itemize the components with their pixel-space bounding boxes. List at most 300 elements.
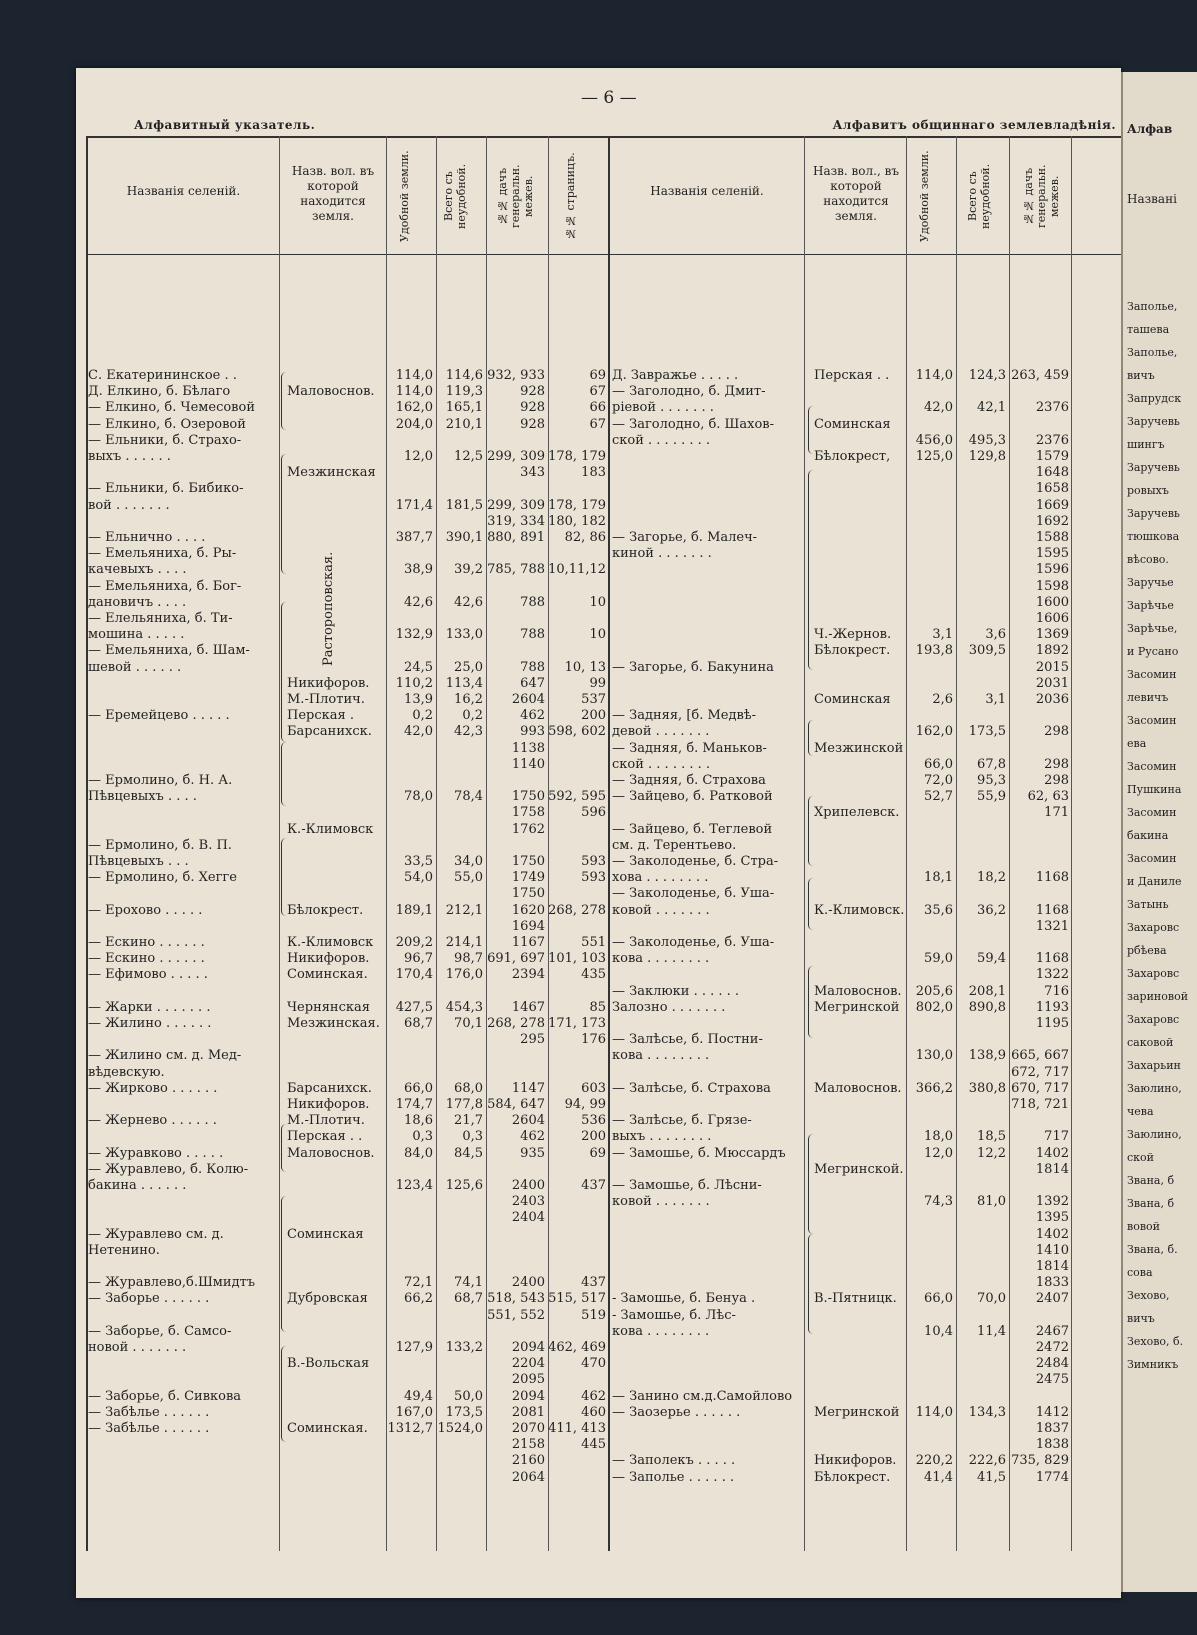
usable-land: 66,2 xyxy=(404,1291,433,1307)
settlement-name: Залозно . . . . . . . xyxy=(612,999,726,1015)
volost-name: Мезжинская xyxy=(287,465,376,481)
usable-land: 24,5 xyxy=(404,659,433,675)
usable-land: 456,0 xyxy=(915,432,953,448)
usable-land: 1312,7 xyxy=(387,1421,433,1436)
page-numbers: 10 xyxy=(589,594,606,610)
settlement-name: — Замошье, б. Мюссардъ xyxy=(612,1145,786,1161)
dacha-numbers: 1402 xyxy=(1035,1145,1069,1161)
settlement-name: Пѣвцевыхъ . . . xyxy=(88,854,189,869)
settlement-name: выхъ . . . . . . . . xyxy=(612,1129,712,1145)
volost-name: Маловоснов. xyxy=(814,1080,902,1096)
settlement-name: — Заколоденье, б. Уша- xyxy=(612,886,775,902)
usable-land: 0,3 xyxy=(412,1129,433,1145)
total-land: 21,7 xyxy=(454,1113,483,1129)
volost-vertical-label: Растороповская. xyxy=(321,551,336,667)
usable-land: 59,0 xyxy=(924,951,953,967)
page-numbers: 82, 86 xyxy=(564,530,606,545)
page-numbers: 593 xyxy=(581,854,606,869)
dacha-numbers: 647 xyxy=(520,675,545,691)
next-page-item: Заполье, xyxy=(1127,300,1178,313)
next-page-item: Запрудск xyxy=(1127,392,1182,405)
volost-name: К.-Климовск xyxy=(287,821,374,837)
settlement-name: ковой . . . . . . . xyxy=(612,902,710,918)
total-land: 3,1 xyxy=(985,692,1006,707)
page-numbers: 437 xyxy=(581,1275,606,1291)
settlement-name: — Журавлево см. д. xyxy=(88,1226,224,1242)
volost-name: Мегринской xyxy=(814,999,900,1015)
dacha-numbers: 1588 xyxy=(1035,530,1069,545)
page-numbers: 85 xyxy=(589,999,606,1015)
page-number: — 6 — xyxy=(581,88,637,108)
brace xyxy=(281,372,286,430)
dacha-numbers: 2403 xyxy=(511,1194,545,1210)
settlement-name: — Забѣлье . . . . . . xyxy=(88,1421,210,1436)
dacha-numbers: 1833 xyxy=(1035,1275,1069,1291)
usable-land: 13,9 xyxy=(404,692,433,707)
settlement-name: — Загорье, б. Малеч- xyxy=(612,530,758,545)
dacha-numbers: 1321 xyxy=(1035,918,1069,934)
usable-land: 2,6 xyxy=(932,692,953,707)
settlement-name: — Заборье, б. Самсо- xyxy=(88,1323,232,1339)
next-page-header: Алфав xyxy=(1127,122,1173,136)
next-page-item: Звана, б xyxy=(1127,1197,1175,1210)
total-land: 25,0 xyxy=(454,659,483,675)
settlement-name: Пѣвцевыхъ . . . . xyxy=(88,789,197,805)
volost-name: Соминская. xyxy=(287,1421,368,1436)
dacha-numbers: 2400 xyxy=(511,1275,545,1291)
dacha-numbers: 788 xyxy=(520,659,545,675)
next-page-item: левичъ xyxy=(1127,691,1169,704)
usable-land: 0,2 xyxy=(412,708,433,724)
next-page-item: рбѣева xyxy=(1127,944,1167,957)
usable-land: 38,9 xyxy=(404,562,433,578)
page-numbers: 178, 179 xyxy=(548,449,606,464)
page-numbers: 183 xyxy=(581,465,606,481)
usable-land: 171,4 xyxy=(395,497,433,513)
dacha-numbers: 2036 xyxy=(1035,692,1069,707)
volost-name: Мегринской. xyxy=(814,1161,904,1177)
total-land: 16,2 xyxy=(454,692,483,707)
dacha-numbers: 1762 xyxy=(511,821,545,837)
col-head-dacha-right: №№ дачъ генеральн. межев. xyxy=(1022,164,1061,228)
total-land: 50,0 xyxy=(454,1388,483,1404)
next-page-item: ской xyxy=(1127,1151,1154,1164)
dacha-numbers: 1167 xyxy=(511,935,545,950)
brace xyxy=(808,720,813,756)
next-page-item: Зехово, б. xyxy=(1127,1335,1184,1348)
dacha-numbers: 343 xyxy=(520,465,545,481)
usable-land: 68,7 xyxy=(404,1016,433,1031)
dacha-numbers: 2376 xyxy=(1035,400,1069,416)
usable-land: 66,0 xyxy=(404,1080,433,1096)
next-page-item: шингъ xyxy=(1127,438,1165,451)
dacha-numbers: 1195 xyxy=(1035,1016,1069,1031)
dacha-numbers: 665, 667 xyxy=(1011,1048,1069,1064)
total-land: 181,5 xyxy=(445,497,483,513)
usable-land: 84,0 xyxy=(404,1145,433,1161)
usable-land: 18,0 xyxy=(924,1129,953,1145)
settlement-name: — Заклюки . . . . . . xyxy=(612,983,740,999)
page-numbers: 445 xyxy=(581,1437,606,1453)
settlement-name: ской . . . . . . . . xyxy=(612,756,711,772)
settlement-name: — Ельники, б. Страхо- xyxy=(88,432,242,448)
page-numbers: 99 xyxy=(589,675,606,691)
dacha-numbers: 670, 717 xyxy=(1011,1080,1069,1096)
next-page-item: Заручевь xyxy=(1127,461,1180,474)
usable-land: 12,0 xyxy=(404,449,433,464)
usable-land: 3,1 xyxy=(932,627,953,643)
next-page-item: Захаровс xyxy=(1127,921,1180,934)
total-land: 177,8 xyxy=(445,1097,483,1112)
usable-land: 123,4 xyxy=(395,1178,433,1193)
total-land: 41,5 xyxy=(977,1469,1006,1485)
brace xyxy=(281,1346,286,1442)
dacha-numbers: 1838 xyxy=(1035,1437,1069,1453)
dacha-numbers: 319, 334 xyxy=(487,513,545,529)
col-rule xyxy=(386,136,387,1551)
brace xyxy=(281,602,286,742)
total-land: 222,6 xyxy=(968,1453,1006,1469)
settlement-name: — Журавково . . . . . xyxy=(88,1145,224,1161)
settlement-name: — Журавлево, б. Колю- xyxy=(88,1161,249,1177)
dacha-numbers: 716 xyxy=(1044,983,1069,999)
page-numbers: 10,11,12 xyxy=(548,562,606,578)
dacha-numbers: 1837 xyxy=(1035,1421,1069,1436)
dacha-numbers: 1606 xyxy=(1035,611,1069,626)
usable-land: 114,0 xyxy=(915,368,953,383)
dacha-numbers: 1694 xyxy=(511,918,545,934)
next-page-item: бакина xyxy=(1127,829,1169,842)
total-land: 42,1 xyxy=(977,400,1006,416)
settlement-name: кова . . . . . . . . xyxy=(612,1048,710,1064)
dacha-numbers: 928 xyxy=(520,400,545,416)
next-page-edge xyxy=(1121,72,1197,1592)
volost-name: Маловоснов. xyxy=(287,1145,375,1161)
usable-land: 18,6 xyxy=(404,1113,433,1129)
usable-land: 42,0 xyxy=(404,724,433,740)
page-numbers: 171, 173 xyxy=(548,1016,606,1031)
settlement-name: — Елкино, б. Озеровой xyxy=(88,416,246,432)
dacha-numbers: 2015 xyxy=(1035,659,1069,675)
dacha-numbers: 735, 829 xyxy=(1011,1453,1069,1469)
page-numbers: 69 xyxy=(589,368,606,383)
col-head-total: Всего съ неудобной. xyxy=(442,163,468,229)
next-page-item: Засомин xyxy=(1127,668,1177,681)
usable-land: 33,5 xyxy=(404,854,433,869)
settlement-name: — Заголодно, б. Дмит- xyxy=(612,384,766,400)
volost-name: К.-Климовск xyxy=(287,935,374,950)
settlement-name: - Замошье, б. Бенуа . xyxy=(612,1291,756,1307)
brace xyxy=(281,1196,286,1332)
total-land: 113,4 xyxy=(445,675,483,691)
settlement-name: качевыхъ . . . . xyxy=(88,562,187,578)
volost-name: Мезжинская. xyxy=(287,1016,380,1031)
dacha-numbers: 2475 xyxy=(1035,1372,1069,1388)
page-numbers: 10 xyxy=(589,627,606,643)
brace xyxy=(808,470,813,670)
col-rule xyxy=(436,136,437,1551)
page-numbers: 411, 413 xyxy=(548,1421,606,1436)
next-page-item: ева xyxy=(1127,737,1147,750)
settlement-name: девой . . . . . . . xyxy=(612,724,710,740)
settlement-name: — Ефимово . . . . . xyxy=(88,967,208,983)
dacha-numbers: 1749 xyxy=(511,870,545,886)
page-numbers: 462 xyxy=(581,1388,606,1404)
dacha-numbers: 2604 xyxy=(511,1113,545,1129)
volost-name: Соминская. xyxy=(287,967,368,983)
usable-land: 114,0 xyxy=(395,384,433,400)
settlement-name: — Загорье, б. Бакунина xyxy=(612,659,774,675)
usable-land: 170,4 xyxy=(395,967,433,983)
dacha-numbers: 1620 xyxy=(511,902,545,918)
dacha-numbers: 2484 xyxy=(1035,1356,1069,1372)
next-page-item: Затынь xyxy=(1127,898,1169,911)
settlement-name: — Ескино . . . . . . xyxy=(88,935,205,950)
settlement-name: — Емельяниха, б. Ры- xyxy=(88,546,237,562)
dacha-numbers: 1774 xyxy=(1035,1469,1069,1485)
dacha-numbers: 1410 xyxy=(1035,1242,1069,1258)
settlement-name: — Залѣсье, б. Постни- xyxy=(612,1032,763,1048)
dacha-numbers: 1692 xyxy=(1035,513,1069,529)
total-land: 74,1 xyxy=(454,1275,483,1291)
settlement-name: Д. Елкино, б. Бѣлаго xyxy=(88,384,231,400)
dacha-numbers: 2404 xyxy=(511,1210,545,1226)
usable-land: 72,0 xyxy=(924,773,953,788)
volost-name: Соминская xyxy=(287,1226,364,1242)
settlement-name: ковой . . . . . . . xyxy=(612,1194,710,1210)
volost-name: Мегринской xyxy=(814,1404,900,1420)
dacha-numbers: 2070 xyxy=(511,1421,545,1436)
col-head-volost-right: Назв. вол., въ которой находится земля. xyxy=(813,164,899,223)
next-page-item: Заполье, xyxy=(1127,346,1178,359)
dacha-numbers: 2407 xyxy=(1035,1291,1069,1307)
next-page-item: Заручье xyxy=(1127,576,1174,589)
dacha-numbers: 2094 xyxy=(511,1340,545,1355)
dacha-numbers: 2604 xyxy=(511,692,545,707)
dacha-numbers: 2394 xyxy=(511,967,545,983)
total-land: 67,8 xyxy=(977,756,1006,772)
settlement-name: вѣдевскую. xyxy=(88,1064,165,1080)
settlement-name: — Ермолино, б. В. П. xyxy=(88,837,232,853)
total-land: 133,2 xyxy=(445,1340,483,1355)
usable-land: 162,0 xyxy=(915,724,953,740)
settlement-name: — Забѣлье . . . . . . xyxy=(88,1404,210,1420)
next-page-item: и Даниле xyxy=(1127,875,1182,888)
next-page-item: вѣсово. xyxy=(1127,553,1169,566)
page-numbers: 460 xyxy=(581,1404,606,1420)
settlement-name: — Емельяниха, б. Бог- xyxy=(88,578,242,594)
settlement-name: — Емельяниха, б. Шам- xyxy=(88,643,250,659)
dacha-numbers: 584, 647 xyxy=(487,1097,545,1112)
usable-land: 54,0 xyxy=(404,870,433,886)
dacha-numbers: 1392 xyxy=(1035,1194,1069,1210)
dacha-numbers: 462 xyxy=(520,1129,545,1145)
total-land: 380,8 xyxy=(968,1080,1006,1096)
total-land: 68,0 xyxy=(454,1080,483,1096)
page-numbers: 515, 517 xyxy=(548,1291,606,1307)
total-land: 165,1 xyxy=(445,400,483,416)
dacha-numbers: 1168 xyxy=(1035,870,1069,886)
next-page-item: Звана, б. xyxy=(1127,1243,1178,1256)
usable-land: 189,1 xyxy=(395,902,433,918)
settlement-name: — Жилино см. д. Мед- xyxy=(88,1048,242,1064)
usable-land: 18,1 xyxy=(924,870,953,886)
dacha-numbers: 1750 xyxy=(511,789,545,805)
dacha-numbers: 1168 xyxy=(1035,951,1069,967)
dacha-numbers: 785, 788 xyxy=(487,562,545,578)
usable-land: 114,0 xyxy=(395,368,433,383)
usable-land: 125,0 xyxy=(915,449,953,464)
total-land: 12,5 xyxy=(454,449,483,464)
page-numbers: 101, 103 xyxy=(548,951,606,967)
volost-name: Бѣлокрест. xyxy=(814,1469,891,1485)
usable-land: 209,2 xyxy=(395,935,433,950)
dacha-numbers: 518, 543 xyxy=(487,1291,545,1307)
next-page-item: вичъ xyxy=(1127,1312,1155,1325)
settlement-name: — Ельники, б. Бибико- xyxy=(88,481,244,497)
usable-land: 96,7 xyxy=(404,951,433,967)
col-head-total-right: Всего съ неудобной. xyxy=(966,163,992,229)
dacha-numbers: 298 xyxy=(1044,756,1069,772)
volost-name: Бѣлокрест, xyxy=(814,449,891,464)
settlement-name: — Замошье, б. Лѣсни- xyxy=(612,1178,762,1193)
col-head-name-right: Названія селеній. xyxy=(650,184,764,198)
dacha-numbers: 2204 xyxy=(511,1356,545,1372)
settlement-name: — Ескино . . . . . . xyxy=(88,951,205,967)
usable-land: 35,6 xyxy=(924,902,953,918)
page-numbers: 519 xyxy=(581,1307,606,1323)
dacha-numbers: 1648 xyxy=(1035,465,1069,481)
col-rule xyxy=(804,136,805,1551)
col-head-pages: №№ страницъ. xyxy=(564,152,577,240)
dacha-numbers: 788 xyxy=(520,594,545,610)
usable-land: 802,0 xyxy=(915,999,953,1015)
next-page-item: чева xyxy=(1127,1105,1154,1118)
col-rule xyxy=(1071,136,1072,1551)
page-numbers: 537 xyxy=(581,692,606,707)
total-land: 173,5 xyxy=(445,1404,483,1420)
next-page-item: ровыхъ xyxy=(1127,484,1169,497)
brace xyxy=(281,742,286,806)
settlement-name: — Ермолино, б. Хегге xyxy=(88,870,237,886)
total-land: 208,1 xyxy=(968,983,1006,999)
header-rule xyxy=(86,254,1121,255)
settlement-name: — Ерохово . . . . . xyxy=(88,902,203,918)
dacha-numbers: 462 xyxy=(520,708,545,724)
next-page-item: Засомин xyxy=(1127,806,1177,819)
volost-name: Маловоснов. xyxy=(814,983,902,999)
next-page-item: вовой xyxy=(1127,1220,1160,1233)
total-land: 84,5 xyxy=(454,1145,483,1161)
dacha-numbers: 2400 xyxy=(511,1178,545,1193)
col-head-usable-right: Удобной земли. xyxy=(918,150,931,242)
settlement-name: — Заполекъ . . . . . xyxy=(612,1453,736,1469)
usable-land: 193,8 xyxy=(915,643,953,659)
usable-land: 387,7 xyxy=(395,530,433,545)
total-land: 890,8 xyxy=(968,999,1006,1015)
page-numbers: 592, 595 xyxy=(548,789,606,805)
header-left: Алфавитный указатель. xyxy=(134,118,316,132)
dacha-numbers: 1892 xyxy=(1035,643,1069,659)
dacha-numbers: 2031 xyxy=(1035,675,1069,691)
total-land: 18,5 xyxy=(977,1129,1006,1145)
dacha-numbers: 2376 xyxy=(1035,432,1069,448)
volost-name: В.-Пятницк. xyxy=(814,1291,897,1307)
settlement-name: см. д. Терентьево. xyxy=(612,837,737,853)
usable-land: 66,0 xyxy=(924,1291,953,1307)
settlement-name: бакина . . . . . . xyxy=(88,1178,187,1193)
total-land: 0,3 xyxy=(462,1129,483,1145)
settlement-name: — Залѣсье, б. Грязе- xyxy=(612,1113,752,1129)
page-numbers: 598, 602 xyxy=(548,724,606,740)
dacha-numbers: 1395 xyxy=(1035,1210,1069,1226)
dacha-numbers: 1814 xyxy=(1035,1259,1069,1274)
settlement-name: новой . . . . . . . xyxy=(88,1340,187,1355)
settlement-name: — Елельяниха, б. Ти- xyxy=(88,611,233,626)
volost-name: Дубровская xyxy=(287,1291,368,1307)
dacha-numbers: 2064 xyxy=(511,1469,545,1485)
dacha-numbers: 298 xyxy=(1044,724,1069,740)
brace xyxy=(808,878,813,930)
settlement-name: — Задняя, б. Страхова xyxy=(612,773,766,788)
dacha-numbers: 299, 309 xyxy=(487,497,545,513)
dacha-numbers: 1600 xyxy=(1035,594,1069,610)
dacha-numbers: 932, 933 xyxy=(487,368,545,383)
settlement-name: — Заборье . . . . . . xyxy=(88,1291,210,1307)
volost-name: Перская . . xyxy=(287,1129,363,1145)
total-land: 34,0 xyxy=(454,854,483,869)
total-land: 176,0 xyxy=(445,967,483,983)
total-land: 173,5 xyxy=(968,724,1006,740)
dacha-numbers: 1750 xyxy=(511,886,545,902)
dacha-numbers: 1596 xyxy=(1035,562,1069,578)
volost-name: Мезжинской xyxy=(814,740,904,756)
next-page-item: Захаровс xyxy=(1127,1013,1180,1026)
dacha-numbers: 718, 721 xyxy=(1011,1097,1069,1112)
dacha-numbers: 691, 697 xyxy=(487,951,545,967)
next-page-item: Заюлино, xyxy=(1127,1082,1182,1095)
brace xyxy=(281,454,286,574)
usable-land: 427,5 xyxy=(395,999,433,1015)
settlement-name: кова . . . . . . . . xyxy=(612,951,710,967)
settlement-name: — Елкино, б. Чемесовой xyxy=(88,400,255,416)
page-numbers: 200 xyxy=(581,708,606,724)
total-land: 12,2 xyxy=(977,1145,1006,1161)
table-top-rule xyxy=(86,136,1121,138)
usable-land: 42,0 xyxy=(924,400,953,416)
volost-name: Маловоснов. xyxy=(287,384,375,400)
page-numbers: 470 xyxy=(581,1356,606,1372)
settlement-name: — Журавлево,б.Шмидтъ xyxy=(88,1275,256,1291)
total-land: 95,3 xyxy=(977,773,1006,788)
settlement-name: — Занино см.д.Самойлово xyxy=(612,1388,793,1404)
total-land: 309,5 xyxy=(968,643,1006,659)
usable-land: 42,6 xyxy=(404,594,433,610)
brace xyxy=(808,1134,813,1234)
next-page-item: саковой xyxy=(1127,1036,1174,1049)
usable-land: 167,0 xyxy=(395,1404,433,1420)
page-numbers: 200 xyxy=(581,1129,606,1145)
dacha-numbers: 1168 xyxy=(1035,902,1069,918)
total-land: 133,0 xyxy=(445,627,483,643)
volost-name: Никифоров. xyxy=(287,1097,370,1112)
dacha-numbers: 268, 278 xyxy=(487,1016,545,1031)
usable-land: 10,4 xyxy=(924,1323,953,1339)
settlement-name: — Жилино . . . . . . xyxy=(88,1016,212,1031)
total-land: 0,2 xyxy=(462,708,483,724)
total-land: 454,3 xyxy=(445,999,483,1015)
page-numbers: 94, 99 xyxy=(564,1097,606,1112)
